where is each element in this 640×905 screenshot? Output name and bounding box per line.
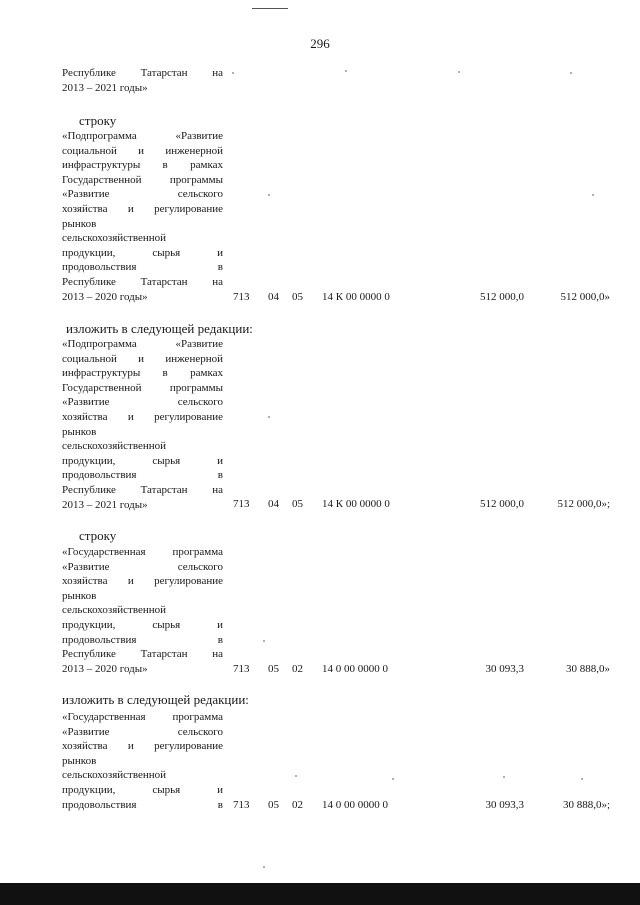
- desc-line: продукции, сырья и: [62, 454, 223, 467]
- desc-line: Республике Татарстан на: [62, 483, 223, 496]
- block-3-header: строку: [79, 528, 117, 543]
- scan-speck: [581, 778, 583, 780]
- desc-line: хозяйства и регулирование: [62, 575, 223, 588]
- desc-line: хозяйства и регулирование: [62, 202, 223, 215]
- scan-speck: [232, 72, 234, 74]
- cell-section: 05: [268, 799, 279, 811]
- scan-speck: [263, 866, 265, 868]
- cell-subsection: 05: [292, 291, 303, 303]
- scan-speck: [570, 72, 572, 74]
- desc-line: продукции, сырья и: [62, 618, 223, 631]
- desc-line: Государственной программы: [62, 173, 223, 186]
- block-3-description: [62, 545, 223, 676]
- desc-line: хозяйства и регулирование: [62, 410, 223, 423]
- desc-line: «Подпрограмма «Развитие: [62, 338, 223, 350]
- desc-line: Республике Татарстан на: [62, 275, 223, 288]
- cell-ministry: 713: [233, 663, 250, 675]
- desc-line: «Развитие сельского: [62, 188, 223, 201]
- cell-subsection: 02: [292, 799, 303, 811]
- cell-ministry: 713: [233, 498, 250, 510]
- desc-line: рынков: [62, 754, 97, 767]
- block-4-header: изложить в следующей редакции:: [62, 692, 249, 707]
- desc-line: сельскохозяйственной: [62, 604, 167, 617]
- cell-amount-2: 512 000,0»;: [557, 498, 610, 510]
- desc-line: рынков: [62, 425, 97, 438]
- desc-line: продовольствия в: [62, 261, 223, 274]
- scan-speck: [268, 194, 270, 196]
- desc-line: «Подпрограмма «Развитие: [62, 130, 223, 142]
- cell-amount-2: 512 000,0»: [560, 291, 610, 303]
- desc-line: сельскохозяйственной: [62, 232, 167, 245]
- scan-speck: [592, 194, 594, 196]
- desc-line: Республике Татарстан на: [62, 648, 223, 661]
- cell-amount-1: 512 000,0: [480, 498, 524, 510]
- desc-line: «Развитие сельского: [62, 396, 223, 409]
- scan-speck: [295, 775, 297, 777]
- scan-bottom-edge: [0, 883, 640, 905]
- desc-line: рынков: [62, 589, 97, 602]
- block-1-description: [62, 129, 223, 304]
- desc-line: сельскохозяйственной: [62, 440, 167, 453]
- cell-target-code: 14 0 00 0000 0: [322, 799, 388, 811]
- block-2-header: изложить в следующей редакции:: [66, 321, 253, 336]
- desc-line: рынков: [62, 217, 97, 230]
- cell-subsection: 05: [292, 498, 303, 510]
- desc-line: продовольствия в: [62, 633, 223, 646]
- scan-speck: [503, 776, 505, 778]
- desc-line: «Развитие сельского: [62, 560, 223, 573]
- cell-amount-2: 30 888,0»: [566, 663, 610, 675]
- cell-section: 04: [268, 498, 279, 510]
- top-scan-line: [252, 8, 288, 9]
- cell-target-code: 14 К 00 0000 0: [322, 498, 390, 510]
- desc-line: Республике Татарстан на: [62, 67, 223, 79]
- desc-line: 2013 – 2020 годы»: [62, 662, 148, 675]
- desc-line: сельскохозяйственной: [62, 769, 167, 782]
- desc-line: социальной и инженерной: [62, 144, 223, 157]
- block-1-header: строку: [79, 113, 117, 128]
- cell-amount-1: 30 093,3: [485, 663, 524, 675]
- desc-line: «Государственная программа: [62, 546, 223, 558]
- desc-line: продовольствия в: [62, 469, 223, 482]
- cell-target-code: 14 К 00 0000 0: [322, 291, 390, 303]
- scan-speck: [268, 416, 270, 418]
- desc-line: Государственной программы: [62, 381, 223, 394]
- block-2-description: [62, 337, 223, 512]
- cell-amount-1: 30 093,3: [485, 799, 524, 811]
- desc-line: социальной и инженерной: [62, 352, 223, 365]
- desc-line: инфраструктуры в рамках: [62, 367, 223, 380]
- desc-line: продовольствия в: [62, 798, 223, 811]
- desc-line: инфраструктуры в рамках: [62, 159, 223, 172]
- desc-line: 2013 – 2021 годы»: [62, 81, 148, 94]
- desc-line: хозяйства и регулирование: [62, 740, 223, 753]
- block-0-description: [62, 66, 223, 95]
- cell-section: 04: [268, 291, 279, 303]
- desc-line: «Развитие сельского: [62, 725, 223, 738]
- cell-ministry: 713: [233, 799, 250, 811]
- page-number: 296: [310, 36, 330, 51]
- scan-speck: [392, 778, 394, 780]
- block-4-description: [62, 710, 223, 812]
- desc-line: «Государственная программа: [62, 711, 223, 723]
- desc-line: 2013 – 2021 годы»: [62, 498, 148, 511]
- cell-target-code: 14 0 00 0000 0: [322, 663, 388, 675]
- scan-speck: [263, 640, 265, 642]
- scan-speck: [458, 71, 460, 73]
- cell-subsection: 02: [292, 663, 303, 675]
- cell-ministry: 713: [233, 291, 250, 303]
- scan-speck: [345, 70, 347, 72]
- desc-line: продукции, сырья и: [62, 783, 223, 796]
- desc-line: продукции, сырья и: [62, 246, 223, 259]
- cell-amount-1: 512 000,0: [480, 291, 524, 303]
- desc-line: 2013 – 2020 годы»: [62, 290, 148, 303]
- cell-section: 05: [268, 663, 279, 675]
- cell-amount-2: 30 888,0»;: [562, 799, 610, 811]
